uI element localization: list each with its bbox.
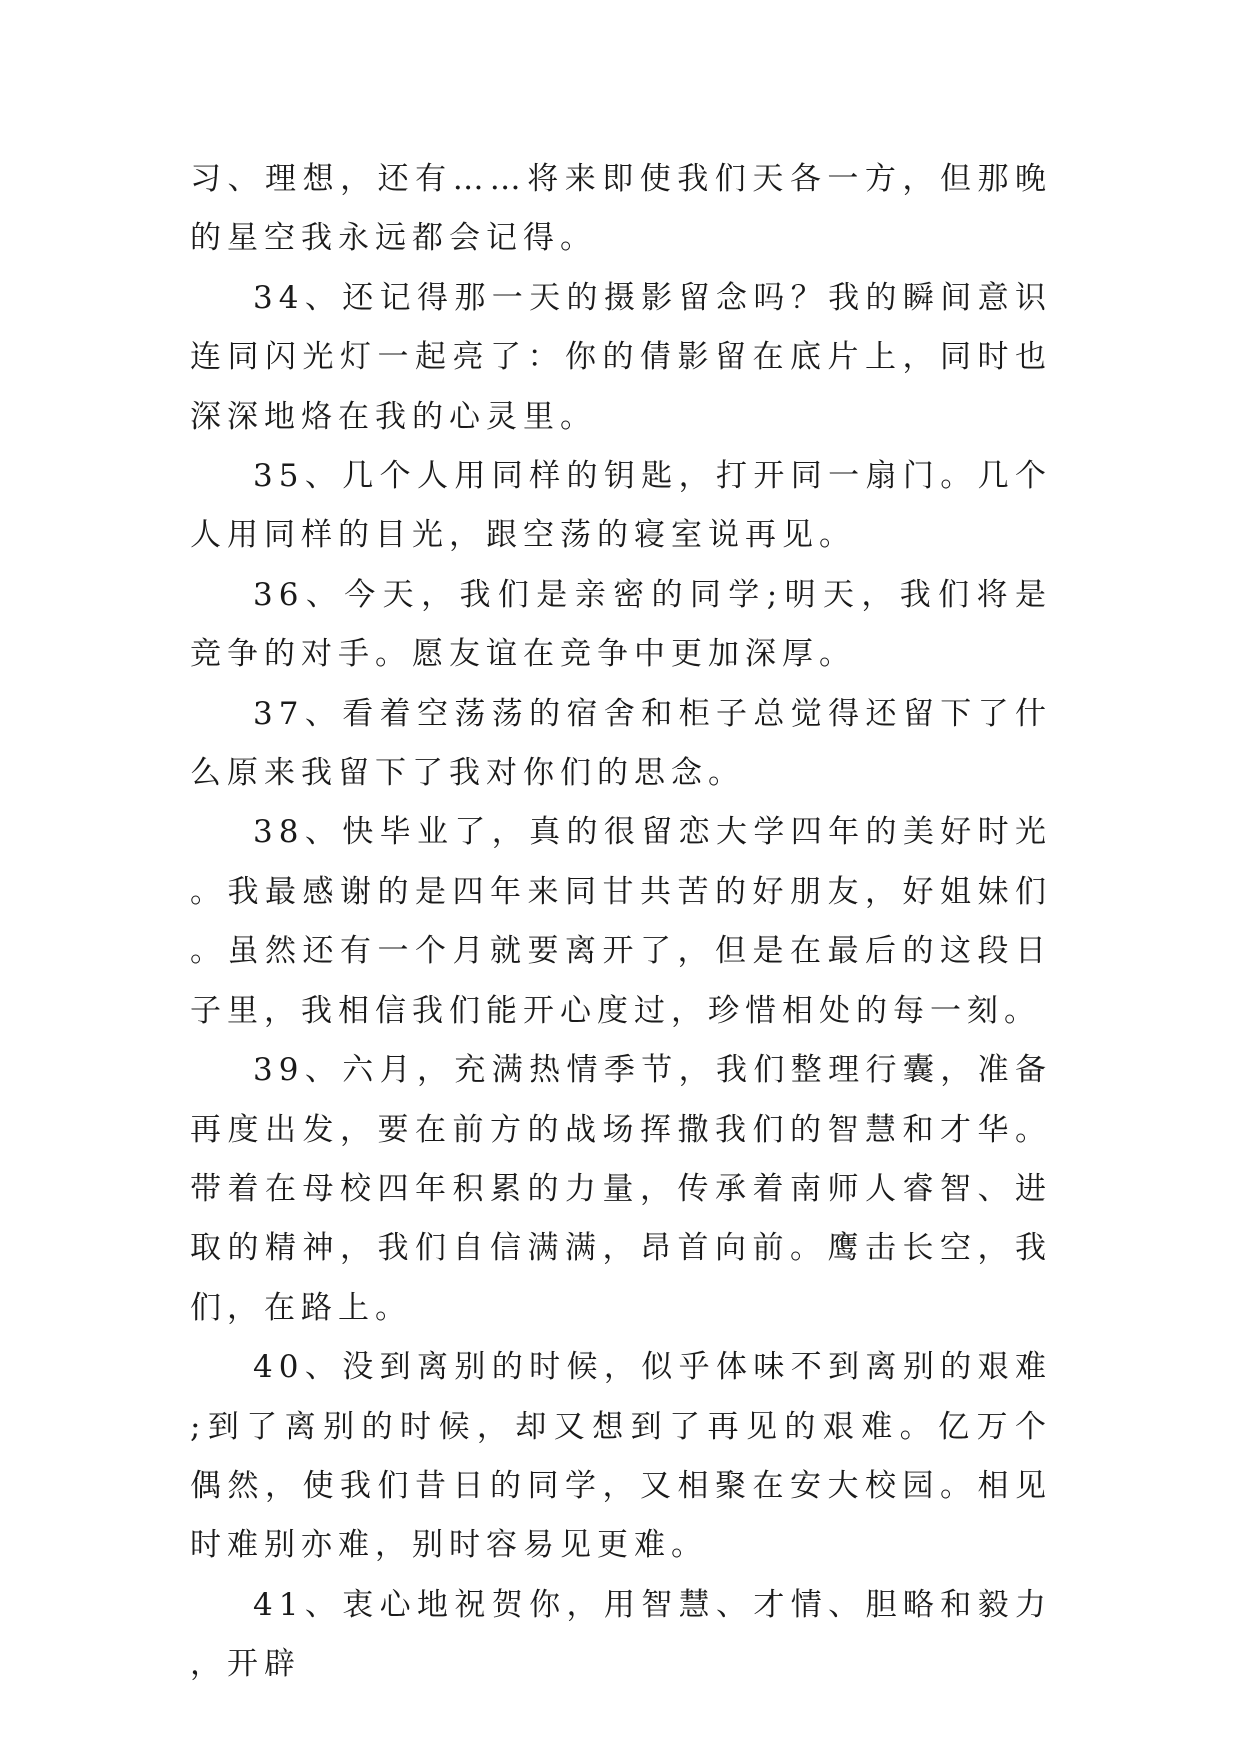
- paragraph-continuation: 习、理想，还有……将来即使我们天各一方，但那晚的星空我永远都会记得。: [190, 161, 1052, 257]
- paragraph-item-41: 41、衷心地祝贺你，用智慧、才情、胆略和毅力，开辟: [190, 1586, 1052, 1683]
- paragraph-item-35: 35、几个人用同样的钥匙，打开同一扇门。几个人用同样的目光，跟空荡的寝室说再见。: [190, 458, 1052, 554]
- paragraph-item-38: 38、快毕业了，真的很留恋大学四年的美好时光。我最感谢的是四年来同甘共苦的好朋友，好姐妹们。虽然还有一个月就要离开了，但是在最后的这段日子里，我相信我们能开心度过，珍惜相处的每一刻。: [190, 814, 1052, 1029]
- paragraph-item-37: 37、看着空荡荡的宿舍和柜子总觉得还留下了什么原来我留下了我对你们的思念。: [190, 695, 1052, 792]
- document-body: [190, 150, 1052, 1695]
- paragraph-item-36: 36、今天，我们是亲密的同学;明天，我们将是竞争的对手。愿友谊在竞争中更加深厚。: [190, 576, 1052, 673]
- paragraph-item-34: 34、还记得那一天的摄影留念吗？我的瞬间意识连同闪光灯一起亮了：你的倩影留在底片上，同时也深深地烙在我的心灵里。: [190, 279, 1052, 435]
- paragraph-item-40: 40、没到离别的时候，似乎体味不到离别的艰难;到了离别的时候，却又想到了再见的艰难。亿万个偶然，使我们昔日的同学，又相聚在安大校园。相见时难别亦难，别时容易见更难。: [190, 1349, 1052, 1564]
- paragraph-item-39: 39、六月，充满热情季节，我们整理行囊，准备再度出发，要在前方的战场挥撒我们的智慧和才华。带着在母校四年积累的力量，传承着南师人睿智、进取的精神，我们自信满满，昂首向前。鹰击长空，我们，在路上。: [190, 1052, 1052, 1326]
